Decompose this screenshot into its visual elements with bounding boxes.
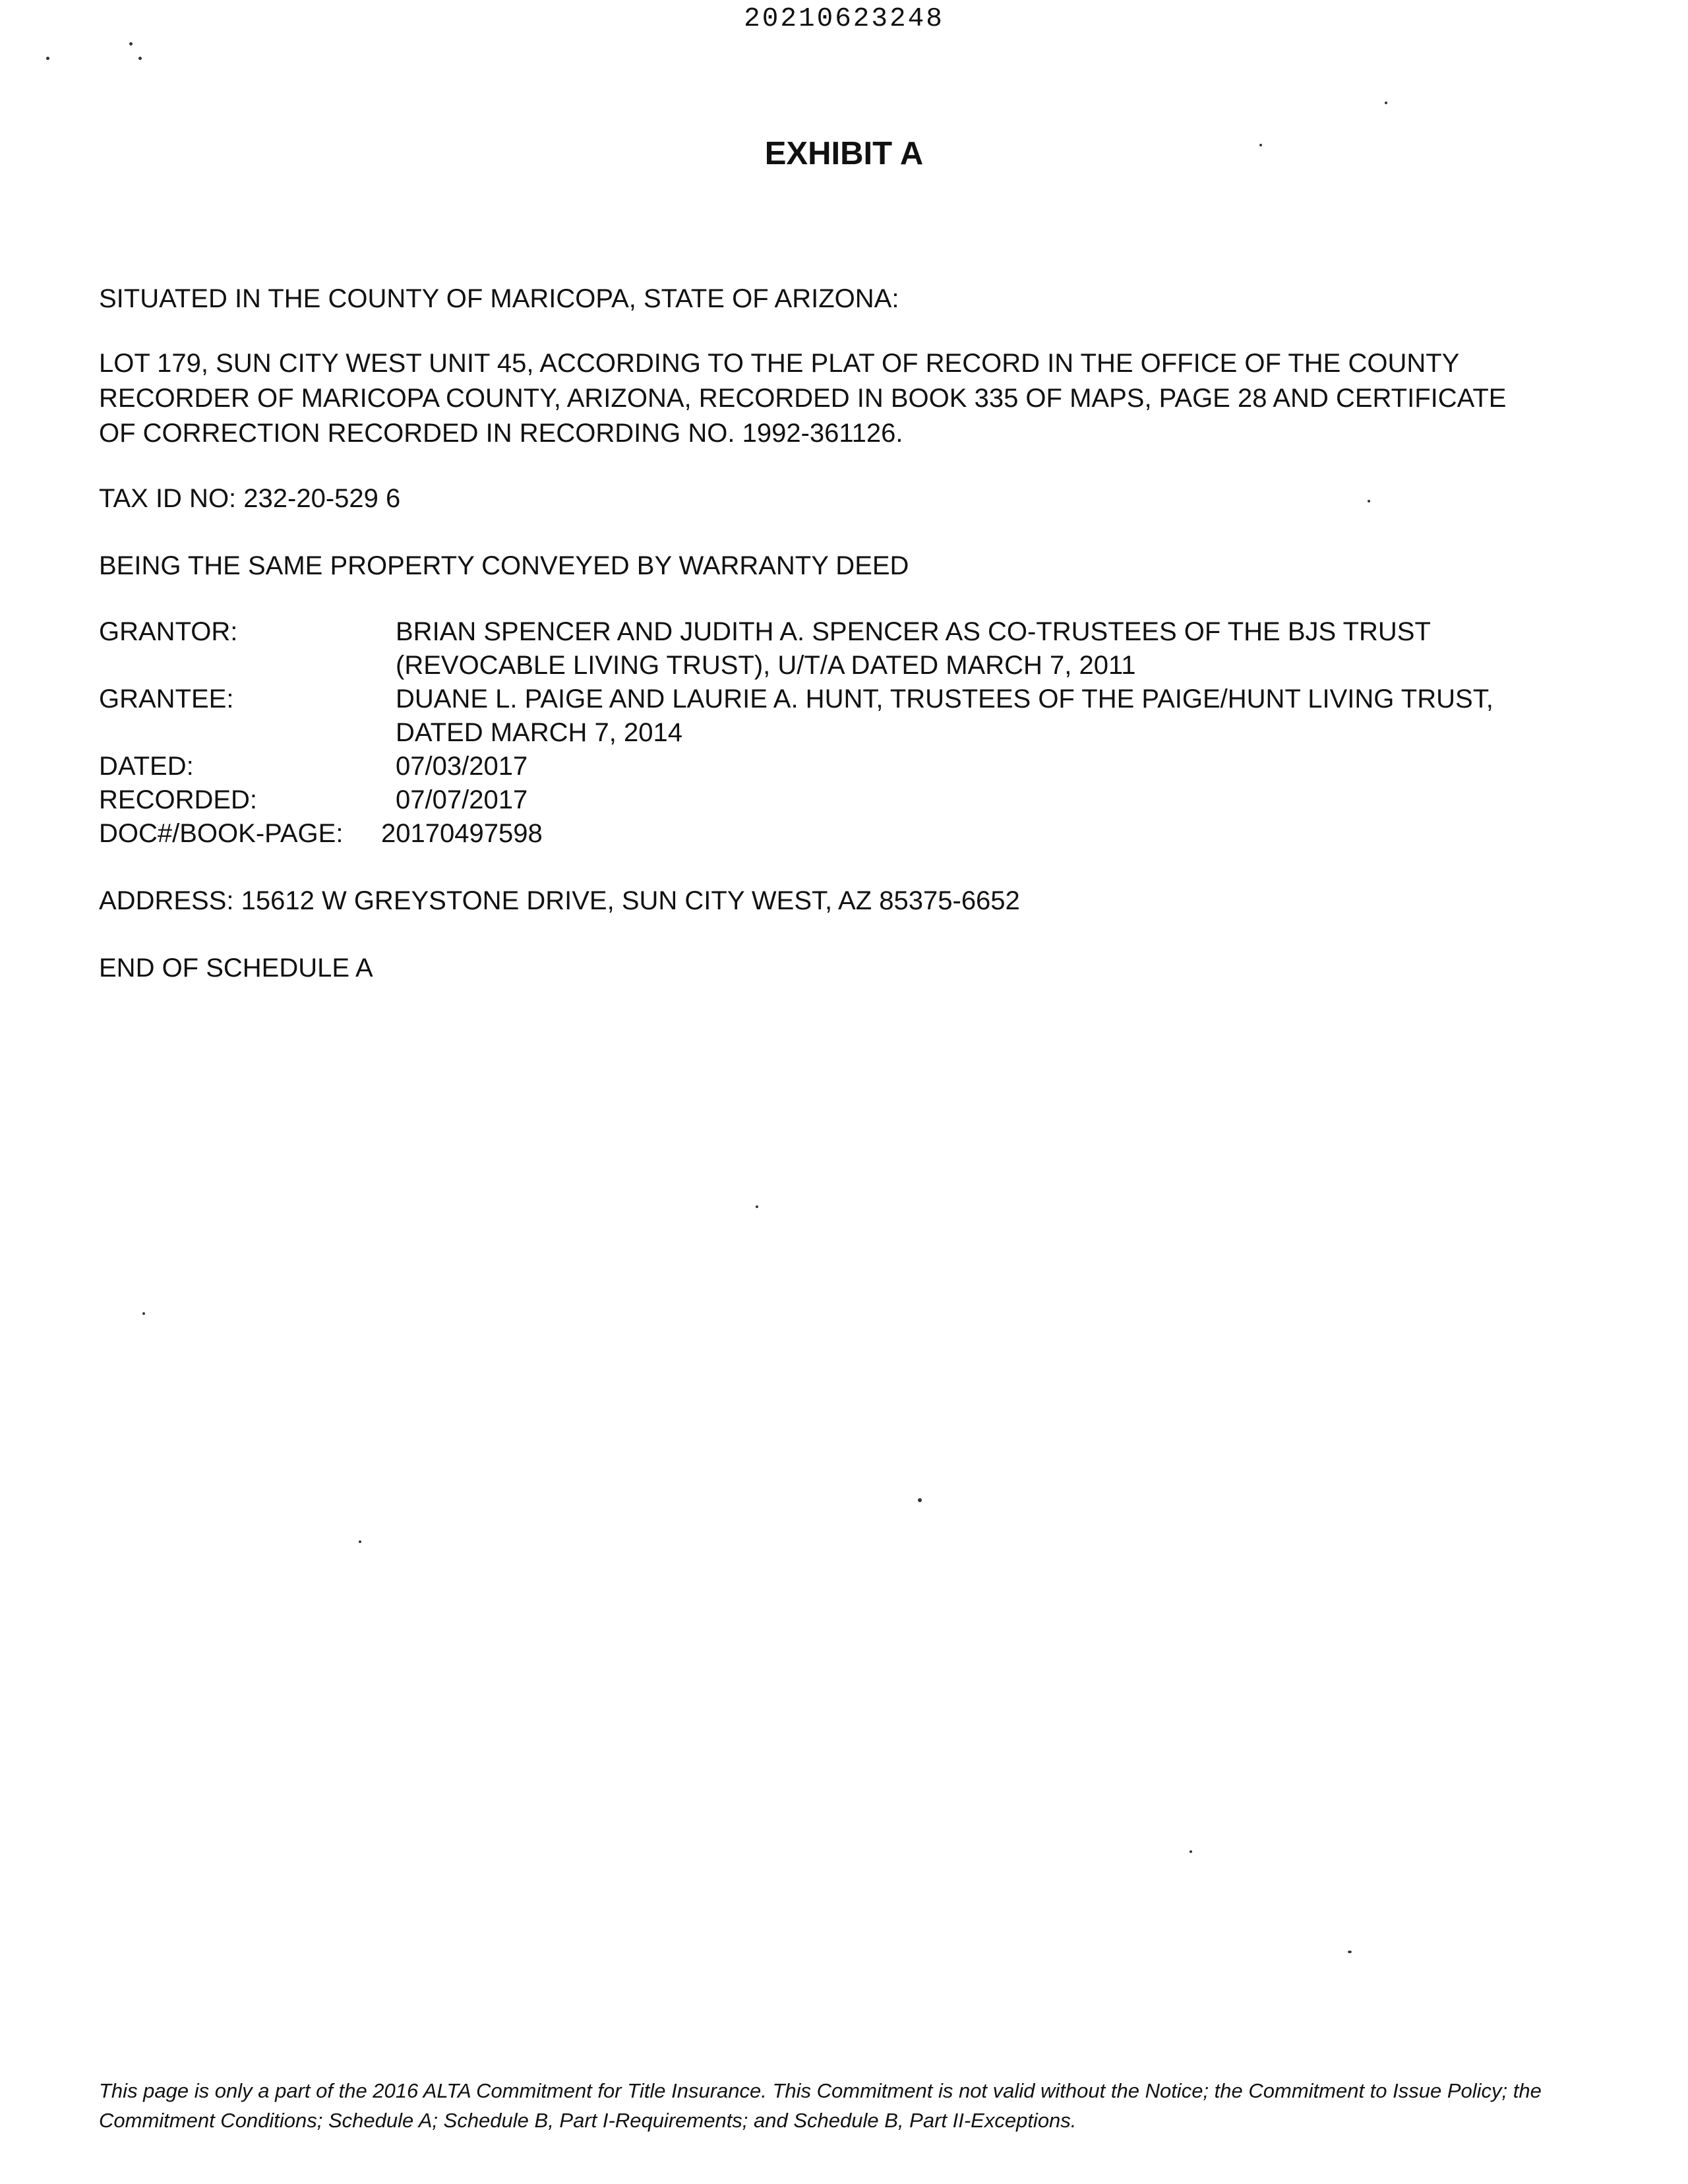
grantor-value — [396, 615, 1589, 682]
dated-value: 07/03/2017 — [396, 752, 528, 781]
dated-label: DATED: — [99, 752, 194, 781]
scan-speck — [46, 57, 49, 60]
scan-speck — [142, 1312, 145, 1315]
doc-book-page-row — [99, 817, 1589, 851]
scan-speck — [1385, 102, 1387, 104]
scan-speck — [918, 1498, 922, 1502]
legal-description — [99, 346, 1589, 451]
grantor-value-line-2: (REVOCABLE LIVING TRUST), U/T/A DATED MARCH 7, 2011 — [396, 651, 1136, 680]
scan-speck — [1259, 144, 1262, 146]
grantor-value-line-1: BRIAN SPENCER AND JUDITH A. SPENCER AS CO-TRUSTEES OF THE BJS TRUST — [396, 617, 1431, 646]
legal-description-line-1: LOT 179, SUN CITY WEST UNIT 45, ACCORDING TO THE PLAT OF RECORD IN THE OFFICE OF THE COUNTY — [99, 349, 1460, 378]
legal-description-line-2: RECORDER OF MARICOPA COUNTY, ARIZONA, RECORDED IN BOOK 335 OF MAPS, PAGE 28 AND CERTIFICATE — [99, 384, 1507, 413]
footer-note-line-1: This page is only a part of the 2016 ALTA Commitment for Title Insurance. This Commitment is not valid without the Notice; the Commitment to Issue Policy; the — [99, 2079, 1542, 2102]
grantee-row — [99, 682, 1589, 750]
grantee-value-line-1: DUANE L. PAIGE AND LAURIE A. HUNT, TRUSTEES OF THE PAIGE/HUNT LIVING TRUST, — [396, 684, 1493, 713]
address: ADDRESS: 15612 W GREYSTONE DRIVE, SUN CITY WEST, AZ 85375-6652 — [99, 886, 1020, 915]
footer-note — [99, 2076, 1589, 2135]
doc-book-page-value: 20170497598 — [381, 819, 543, 848]
situated-paragraph: SITUATED IN THE COUNTY OF MARICOPA, STATE OF ARIZONA: — [99, 284, 899, 313]
doc-book-page-label: DOC#/BOOK-PAGE: — [99, 819, 344, 848]
grantor-label: GRANTOR: — [99, 617, 238, 646]
being-paragraph: BEING THE SAME PROPERTY CONVEYED BY WARRANTY DEED — [99, 551, 909, 580]
grantee-value-line-2: DATED MARCH 7, 2014 — [396, 718, 682, 747]
scan-speck — [129, 42, 133, 46]
scan-speck — [1348, 1951, 1352, 1953]
recorded-row — [99, 783, 1589, 817]
scan-speck — [359, 1540, 361, 1543]
scan-speck — [1190, 1850, 1192, 1853]
recorded-value: 07/07/2017 — [396, 785, 528, 814]
footer-note-line-2: Commitment Conditions; Schedule A; Schedule B, Part I-Requirements; and Schedule B, Part II-Exceptions. — [99, 2109, 1077, 2132]
tax-id: TAX ID NO: 232-20-529 6 — [99, 484, 401, 513]
grantee-label: GRANTEE: — [99, 684, 234, 713]
legal-description-line-3: OF CORRECTION RECORDED IN RECORDING NO. 1992-361126. — [99, 419, 903, 448]
page-title: EXHIBIT A — [764, 136, 924, 171]
grantee-value — [396, 682, 1589, 750]
deed-details — [99, 615, 1589, 851]
recorded-label: RECORDED: — [99, 785, 258, 814]
dated-row — [99, 750, 1589, 783]
document-number: 20210623248 — [744, 4, 944, 34]
grantor-row — [99, 615, 1589, 682]
end-of-schedule: END OF SCHEDULE A — [99, 954, 373, 983]
scan-speck — [1368, 500, 1370, 502]
scan-speck — [138, 57, 142, 60]
scan-speck — [756, 1205, 758, 1208]
